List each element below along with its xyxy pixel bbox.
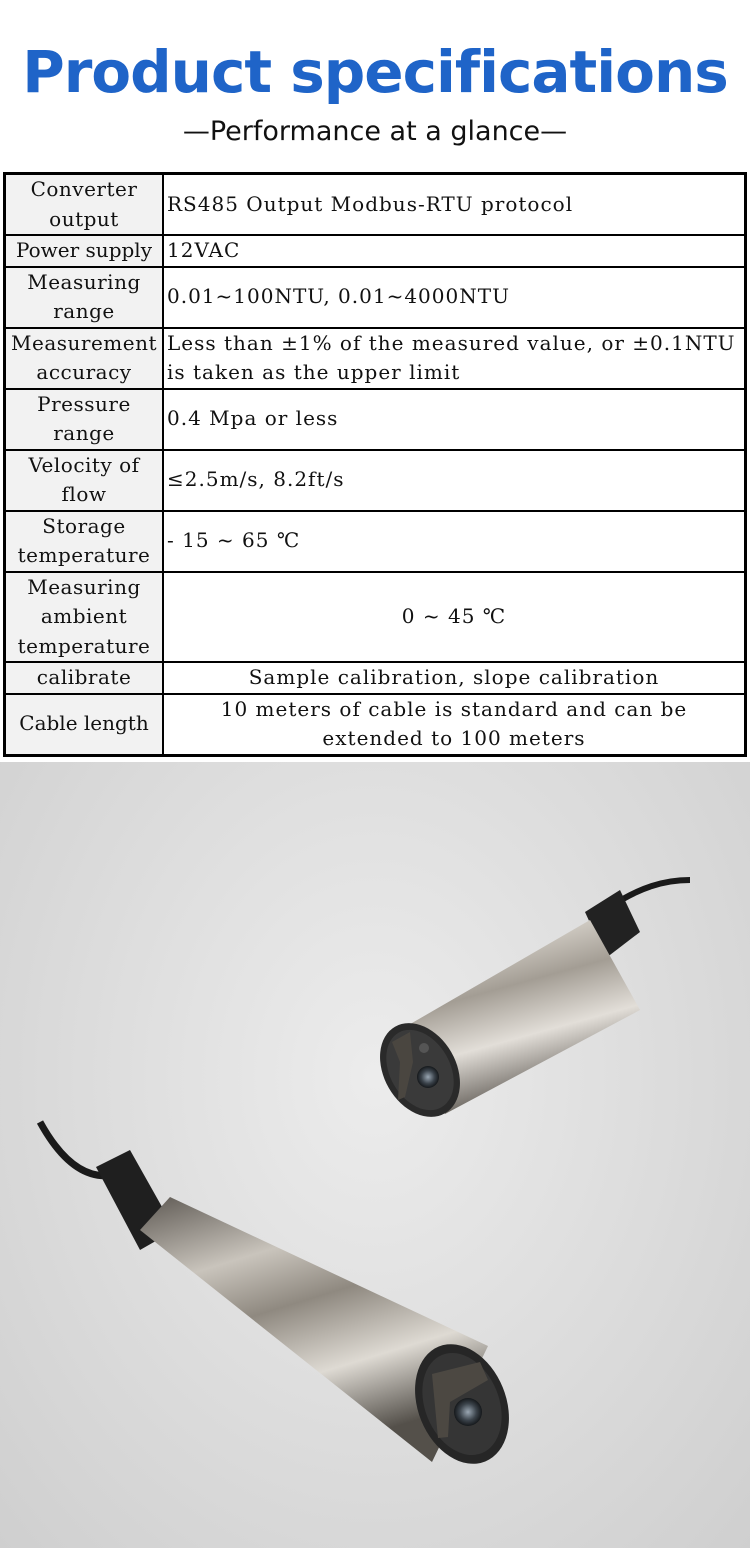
- page-header: [0, 0, 750, 170]
- spec-label: calibrate: [5, 662, 164, 694]
- spec-row-converter-output: [5, 174, 746, 236]
- spec-row-pressure-range: [5, 389, 746, 450]
- spec-value: 0 ~ 45 ℃: [163, 572, 746, 663]
- spec-label: Storage temperature: [5, 511, 164, 572]
- turbidity-sensor-probe-photo: [0, 762, 750, 1548]
- spec-label: Pressure range: [5, 389, 164, 450]
- spec-label: Converter output: [5, 174, 164, 236]
- spec-row-ambient-temperature: [5, 572, 746, 663]
- spec-label: Cable length: [5, 694, 164, 756]
- spec-row-storage-temperature: [5, 511, 746, 572]
- spec-value: 10 meters of cable is standard and can be extended to 100 meters: [163, 694, 746, 756]
- spec-value: RS485 Output Modbus-RTU protocol: [163, 174, 746, 236]
- spec-label: Measuring ambient temperature: [5, 572, 164, 663]
- spec-value: Less than ±1% of the measured value, or ±0.1NTU is taken as the upper limit: [163, 328, 746, 389]
- spec-value: ≤2.5m/s, 8.2ft/s: [163, 450, 746, 511]
- spec-row-cable-length: [5, 694, 746, 756]
- page-title: Product specifications: [22, 38, 728, 106]
- spec-value: 0.01~100NTU, 0.01~4000NTU: [163, 267, 746, 328]
- spec-label: Velocity of flow: [5, 450, 164, 511]
- spec-value: 0.4 Mpa or less: [163, 389, 746, 450]
- product-photo: [0, 762, 750, 1548]
- spec-row-measuring-range: [5, 267, 746, 328]
- spec-row-power-supply: [5, 235, 746, 267]
- spec-value: - 15 ~ 65 ℃: [163, 511, 746, 572]
- spec-row-velocity-of-flow: [5, 450, 746, 511]
- page-subtitle: —Performance at a glance—: [182, 116, 568, 147]
- spec-value: Sample calibration, slope calibration: [163, 662, 746, 694]
- spec-row-calibrate: [5, 662, 746, 694]
- spec-row-measurement-accuracy: [5, 328, 746, 389]
- spec-label: Power supply: [5, 235, 164, 267]
- spec-value: 12VAC: [163, 235, 746, 267]
- spec-label: Measurement accuracy: [5, 328, 164, 389]
- spec-label: Measuring range: [5, 267, 164, 328]
- specifications-table: [3, 172, 747, 757]
